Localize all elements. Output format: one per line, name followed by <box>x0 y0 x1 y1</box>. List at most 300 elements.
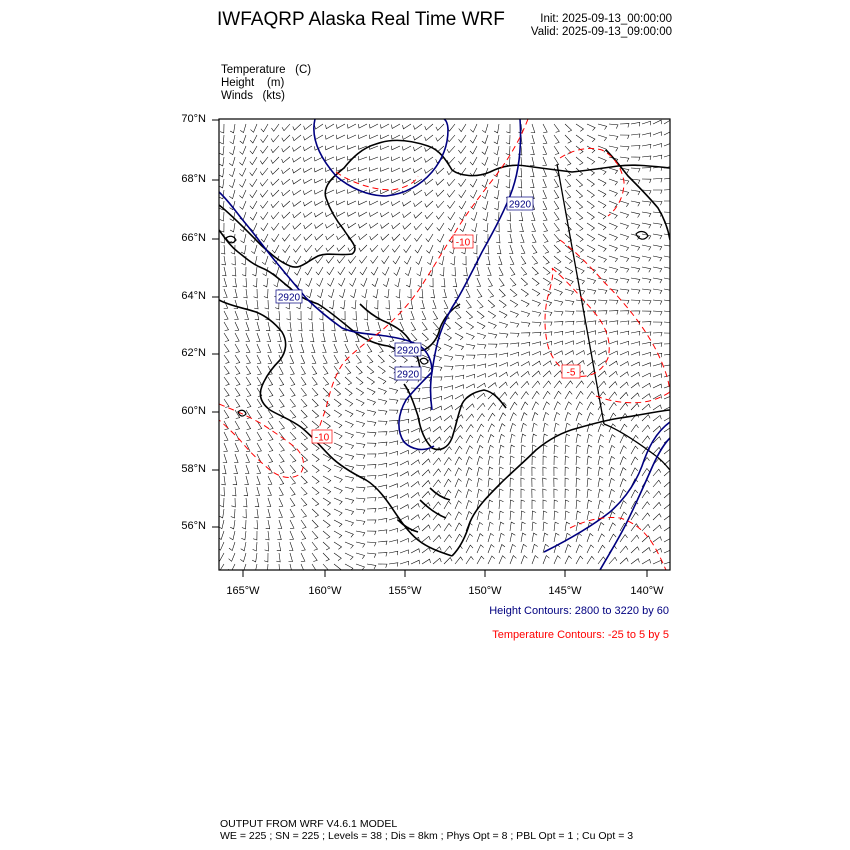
wind-barb <box>426 234 433 242</box>
wind-barb <box>345 476 354 482</box>
wind-barb <box>494 135 499 144</box>
wind-barb <box>653 322 662 326</box>
wind-barb <box>532 489 536 498</box>
wind-barb <box>477 374 486 378</box>
wind-barb <box>462 256 466 265</box>
wind-barb <box>444 490 451 498</box>
wind-barb <box>301 410 307 418</box>
wind-barb <box>488 278 492 287</box>
wind-barb <box>459 135 467 143</box>
wind-barb <box>532 311 541 316</box>
wind-barb <box>482 146 488 154</box>
wind-barb <box>400 516 409 520</box>
wind-barb <box>378 399 387 405</box>
wind-barb <box>224 355 229 364</box>
wind-barb <box>444 366 453 370</box>
wind-barb <box>576 234 583 242</box>
wind-barb <box>282 168 290 174</box>
wind-barb <box>400 550 409 554</box>
wind-barb <box>494 190 499 199</box>
wind-barb <box>499 434 505 443</box>
wind-barb <box>631 256 640 262</box>
temperature-label <box>562 365 580 379</box>
wind-barb <box>565 278 573 285</box>
wind-barb <box>271 146 279 153</box>
wind-barb <box>293 212 301 218</box>
wind-barb <box>466 374 475 378</box>
wind-barb <box>444 386 453 390</box>
wind-barb <box>455 479 462 487</box>
wind-barb <box>486 256 490 265</box>
wind-barb <box>345 344 349 353</box>
lon-label: 160°W <box>308 585 342 597</box>
wind-barb <box>554 135 559 144</box>
wind-barb <box>477 556 484 564</box>
wind-barb <box>598 371 606 377</box>
wind-barb <box>444 479 451 487</box>
wind-barb <box>510 445 515 454</box>
wind-barb <box>587 467 592 476</box>
wind-barb <box>356 443 365 448</box>
wind-barb <box>543 456 547 465</box>
wind-barb <box>219 157 224 166</box>
wind-barb <box>411 428 420 432</box>
wind-barb <box>576 511 581 520</box>
wind-barb <box>576 434 581 443</box>
wind-barb <box>470 135 477 143</box>
wind-barb <box>223 289 227 298</box>
wind-barb <box>348 223 357 228</box>
wind-barb <box>250 168 257 176</box>
wind-barb <box>317 278 324 286</box>
wind-barb <box>356 377 363 385</box>
wind-barb <box>290 520 294 529</box>
wind-barb <box>499 511 504 520</box>
wind-barb <box>290 399 296 407</box>
wind-barb <box>447 146 455 153</box>
wind-barb <box>631 547 639 553</box>
wind-barb <box>257 377 262 386</box>
wind-barb <box>543 289 551 296</box>
wind-barb <box>382 256 389 264</box>
wind-barb <box>587 289 596 294</box>
wind-barb <box>477 300 483 308</box>
wind-barb <box>565 412 571 421</box>
wind-barb <box>565 489 569 498</box>
wind-barb <box>282 212 290 218</box>
wind-barb <box>257 432 262 441</box>
wind-barb <box>587 179 594 187</box>
wind-barb <box>312 498 319 506</box>
wind-barb <box>609 256 618 262</box>
wind-barb <box>260 190 268 197</box>
wind-barb <box>422 559 431 564</box>
wind-barb <box>233 476 237 485</box>
lon-label: 165°W <box>226 585 260 597</box>
wind-barb <box>277 333 281 342</box>
wind-barb <box>620 234 629 240</box>
wind-barb <box>664 526 673 531</box>
wind-barb <box>530 146 534 155</box>
wind-barb <box>358 124 367 128</box>
wind-barb <box>444 426 452 432</box>
wind-barb <box>222 465 226 474</box>
wind-barb <box>532 332 541 336</box>
wind-barb <box>532 256 538 264</box>
wind-barb <box>391 179 400 183</box>
wind-barb <box>609 146 618 151</box>
wind-barb <box>565 300 574 305</box>
wind-barb <box>444 524 451 532</box>
wind-barb <box>246 399 251 408</box>
wind-barb <box>229 553 235 561</box>
wind-barb <box>543 445 547 454</box>
wind-barb <box>359 245 367 251</box>
wind-barb <box>326 223 335 228</box>
wind-barb <box>290 355 294 364</box>
wind-barb <box>326 256 334 263</box>
wind-barb <box>235 322 239 331</box>
wind-barb <box>609 523 616 531</box>
wind-barb <box>315 124 324 129</box>
wind-barb <box>411 322 416 331</box>
wind-barb <box>598 124 607 130</box>
wind-barb <box>351 300 356 309</box>
wind-barb <box>334 487 342 494</box>
wind-barb <box>279 421 285 429</box>
wind-barb <box>598 223 606 230</box>
wind-barb <box>411 560 420 564</box>
wind-barb <box>230 135 235 144</box>
wind-barb <box>389 563 398 567</box>
wind-barb <box>243 289 247 298</box>
wind-barb <box>301 476 307 484</box>
wind-barb <box>642 559 651 564</box>
wind-barb <box>587 456 592 465</box>
wind-barb <box>267 498 271 507</box>
wind-barb <box>400 322 404 331</box>
wind-barb <box>278 344 282 353</box>
wind-barb <box>499 372 508 377</box>
wind-barb <box>543 267 550 275</box>
wind-barb <box>268 454 273 463</box>
wind-barb <box>565 289 574 295</box>
wind-barb <box>370 245 378 252</box>
wind-barb <box>419 289 423 298</box>
model-info-line2: WE = 225 ; SN = 225 ; Levels = 38 ; Dis = 8km ; Phys Opt = 8 ; PBL Opt = 1 ; Cu Opt = 3 <box>220 830 634 842</box>
wind-barb <box>488 522 493 531</box>
wind-barb <box>353 311 357 320</box>
wind-barb <box>521 342 530 346</box>
wind-barb <box>466 404 474 410</box>
wind-barb <box>383 278 389 287</box>
wind-barb <box>422 459 430 465</box>
wind-barb <box>507 223 511 232</box>
wind-barb <box>380 179 389 183</box>
wind-barb <box>466 355 475 359</box>
wind-barb <box>642 383 651 388</box>
wind-barb <box>288 333 292 342</box>
wind-barb <box>221 245 225 254</box>
wind-barb <box>642 234 651 239</box>
wind-barb <box>336 190 345 194</box>
wind-barb <box>477 522 483 531</box>
wind-barb <box>303 157 312 162</box>
wind-barb <box>224 344 229 353</box>
wind-barb <box>554 300 563 306</box>
valid-time: Valid: 2025-09-13_09:00:00 <box>530 26 672 38</box>
wind-barb <box>359 178 368 182</box>
wind-barb <box>609 478 615 487</box>
height-label-text: 2920 <box>396 345 420 357</box>
wind-barb <box>293 124 301 130</box>
wind-barb <box>334 531 342 538</box>
wind-barb <box>224 322 229 331</box>
wind-barb <box>392 245 400 252</box>
wind-barb <box>499 267 503 276</box>
wind-barb <box>642 363 651 367</box>
wind-barb <box>466 489 472 498</box>
wind-barb <box>261 135 268 143</box>
wind-barb <box>653 223 662 228</box>
wind-barb <box>554 500 558 509</box>
wind-barb <box>543 511 547 520</box>
wind-barb <box>477 354 486 358</box>
wind-barb <box>441 278 445 287</box>
wind-barb <box>271 201 279 208</box>
wind-barb <box>367 388 375 395</box>
wind-barb <box>620 267 629 272</box>
wind-barb <box>664 503 672 509</box>
wind-barb <box>389 495 398 499</box>
wind-barb <box>304 146 313 151</box>
wind-barb <box>436 212 444 219</box>
wind-barb <box>400 483 409 488</box>
wind-barb <box>220 135 224 144</box>
wind-barb <box>380 146 389 150</box>
wind-barb <box>373 289 378 298</box>
wind-barb <box>543 190 547 199</box>
wind-barb <box>653 491 661 498</box>
wind-barb <box>447 179 455 186</box>
wind-barb <box>521 289 528 297</box>
wind-barb <box>268 432 273 441</box>
wind-barb <box>244 476 248 485</box>
wind-barb <box>402 135 411 140</box>
wind-barb <box>235 432 239 441</box>
wind-barb <box>620 201 629 207</box>
wind-barb <box>510 392 518 399</box>
islands <box>226 232 648 417</box>
wind-barb <box>598 341 607 345</box>
wind-barb <box>543 234 548 243</box>
wind-barb <box>471 212 477 221</box>
wind-barb <box>521 381 529 388</box>
wind-barb <box>477 489 482 498</box>
wind-barb <box>459 201 466 209</box>
wind-barb <box>598 245 606 252</box>
wind-barb <box>521 556 527 564</box>
wind-barb <box>620 289 629 294</box>
temperature-label-text: -10 <box>314 432 330 444</box>
wind-barb <box>359 223 368 228</box>
wind-barb <box>348 167 357 171</box>
wind-barb <box>444 415 452 421</box>
wind-barb <box>587 300 596 305</box>
wind-barb <box>531 212 535 221</box>
wind-barb <box>266 520 270 529</box>
wind-barb <box>664 178 673 182</box>
wind-barb <box>543 212 547 221</box>
wind-barb <box>631 446 638 454</box>
wind-barb <box>477 383 486 388</box>
wind-barb <box>587 534 593 543</box>
wind-barb <box>565 402 572 410</box>
wind-barb <box>554 556 561 564</box>
wind-barb <box>271 179 279 185</box>
wind-barb <box>653 384 662 388</box>
wind-barb <box>433 480 441 487</box>
wind-barb <box>367 421 376 426</box>
wind-barb <box>356 388 364 395</box>
wind-barb <box>219 509 224 518</box>
wind-barb <box>510 256 514 265</box>
wind-barb <box>338 267 345 275</box>
wind-barb <box>356 531 365 536</box>
lat-label: 70°N <box>181 113 206 125</box>
wind-barb <box>327 267 334 275</box>
wind-barb <box>350 289 356 298</box>
wind-barb <box>315 234 323 240</box>
wind-barb <box>436 190 444 196</box>
wind-barb <box>256 333 260 342</box>
wind-barb <box>521 278 528 286</box>
wind-barb <box>290 388 295 397</box>
wind-barb <box>369 178 378 182</box>
wind-barb <box>323 498 331 505</box>
wind-barb <box>257 443 261 452</box>
wind-barb <box>250 212 257 220</box>
wind-barb <box>380 156 389 160</box>
wind-barb <box>510 533 515 542</box>
wind-barb <box>554 278 562 285</box>
wind-barb <box>241 542 246 551</box>
wind-barb <box>348 178 357 182</box>
wind-barb <box>234 454 238 463</box>
wind-barb <box>367 564 376 569</box>
wind-barb <box>246 355 250 364</box>
wind-barb <box>369 124 378 128</box>
wind-barb <box>576 124 584 131</box>
wind-barb <box>609 124 618 129</box>
wind-barb <box>235 355 240 364</box>
wind-barb <box>609 445 615 454</box>
wind-barb <box>477 424 484 432</box>
wind-barb <box>609 234 617 240</box>
wind-barb <box>554 381 562 388</box>
wind-barb <box>466 425 473 433</box>
wind-barb <box>422 322 427 331</box>
wind-barb <box>224 399 229 408</box>
wind-barb <box>304 135 313 140</box>
wind-barb <box>241 531 246 540</box>
wind-barb <box>239 179 246 187</box>
wind-barb <box>367 377 375 384</box>
wind-barb <box>576 478 580 487</box>
wind-barb <box>642 404 650 410</box>
wind-barb <box>303 168 312 172</box>
wind-barb <box>234 311 238 320</box>
chart-title: IWFAQRP Alaska Real Time WRF <box>217 9 505 30</box>
wind-barb <box>532 371 540 377</box>
wind-barb <box>631 362 640 366</box>
wind-barb <box>384 289 389 298</box>
wind-barb <box>217 542 224 550</box>
wind-barb <box>378 333 382 342</box>
field-temperature-unit: (C) <box>295 64 312 76</box>
wind-barb <box>455 557 463 564</box>
wind-barb <box>631 146 640 150</box>
wind-barb <box>554 212 559 221</box>
wind-barb <box>576 179 583 187</box>
wind-barb <box>454 289 458 298</box>
wind-barb <box>261 234 268 242</box>
wind-barb <box>422 548 430 553</box>
wind-barb <box>543 423 548 432</box>
wind-barb <box>436 168 444 174</box>
wind-barb <box>554 146 559 155</box>
wind-barb <box>235 377 240 386</box>
wind-barb <box>253 542 257 551</box>
wind-barb <box>620 403 628 410</box>
wind-barb <box>279 454 284 463</box>
wind-barb <box>488 511 493 520</box>
wind-barb <box>378 553 387 557</box>
wind-barb <box>459 124 466 132</box>
wind-barb <box>316 267 323 275</box>
wind-barb <box>477 534 483 542</box>
field-height-name: Height <box>221 77 255 89</box>
wind-barb <box>653 178 662 182</box>
wind-barb <box>498 256 502 265</box>
wind-barb <box>268 399 273 408</box>
wind-barb <box>252 553 257 562</box>
wind-barb <box>230 124 235 133</box>
wind-barb <box>369 201 378 205</box>
wind-barb <box>245 322 249 331</box>
wind-barb <box>576 467 580 476</box>
wind-barb <box>477 435 484 443</box>
wind-barb <box>427 256 433 265</box>
wind-barb <box>359 167 368 171</box>
wind-barb <box>444 458 451 466</box>
wind-barb <box>367 553 376 558</box>
wind-barb <box>334 388 341 396</box>
wind-barb <box>620 372 629 377</box>
wind-barb <box>311 344 315 353</box>
wind-barb <box>598 351 607 355</box>
wind-barb <box>444 333 452 340</box>
wind-barb <box>620 362 629 367</box>
wind-barb <box>587 545 594 553</box>
wind-barb <box>620 256 629 262</box>
wind-barb <box>403 124 412 129</box>
wind-barb <box>345 421 353 428</box>
wind-barb <box>477 311 484 319</box>
wind-barb <box>609 403 616 411</box>
wind-barb <box>565 381 573 388</box>
wind-barb <box>565 267 573 274</box>
